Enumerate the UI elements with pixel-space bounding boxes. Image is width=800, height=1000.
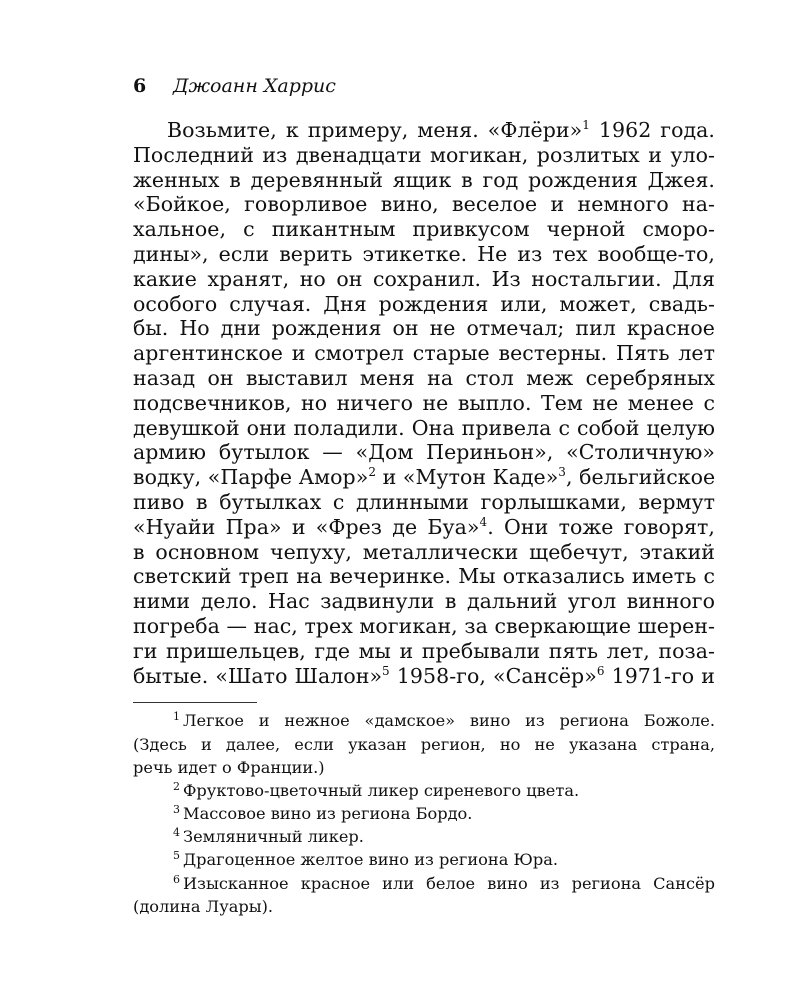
- footnote-3: $^3$ Массовое вино из региона Бордо.: [173, 803, 473, 824]
- text-line: особого случая. Дня рождения или, может, свадь-: [133, 291, 715, 316]
- footnote-number: 4: [173, 826, 180, 840]
- text-line: пиво в бутылках с длинными горлышками, вермут: [133, 489, 715, 514]
- text-line: женных в деревянный ящик в год рождения Джея.: [133, 167, 715, 192]
- text-line: хальное, с пикантным привкусом черной сморо-: [133, 217, 715, 242]
- running-head: [133, 74, 715, 118]
- footnote-1-line: речь идет о Франции.): [133, 757, 325, 777]
- text-line: водку, «Парфе Амор»$^2$ и «Мутон Каде»$^3$, бельгийское: [133, 465, 716, 490]
- text-line: дины», если верить этикетке. Не из тех вообще-то,: [133, 241, 715, 266]
- author-name: Джоанн Харрис: [173, 75, 336, 97]
- text-line: погреба — нас, трех могикан, за сверкающие шерен-: [133, 613, 715, 638]
- footnote-divider: [133, 702, 257, 703]
- text-line: бытые. «Шато Шалон»$^5$ 1958-го, «Сансёр»$^6$ 1971-го и: [133, 663, 715, 688]
- text-line: Возьмите, к примеру, меня. «Флёри»$^1$ 1962 года.: [167, 118, 715, 142]
- footnote-number: 1: [173, 710, 180, 724]
- footnote-number: 2: [173, 779, 180, 793]
- footnote-ref: 4: [479, 514, 488, 529]
- text-line: аргентинское и смотрел старые вестерны. Пять лет: [133, 341, 715, 366]
- footnote-ref: 2: [368, 465, 376, 480]
- footnote-5: $^5$ Драгоценное желтое вино из региона Юра.: [173, 849, 558, 870]
- text-line: светский треп на вечеринке. Мы отказались иметь с: [133, 564, 715, 589]
- footnote-ref: 3: [558, 465, 566, 480]
- text-line: какие хранят, но он сохранил. Из ностальгии. Для: [133, 266, 715, 291]
- footnote-4: $^4$ Земляничный ликер.: [173, 826, 364, 847]
- text-line: «Нуайи Пра» и «Фрез де Буа»$^4$. Они тоже говорят,: [133, 514, 715, 539]
- text-line: армию бутылок — «Дом Периньон», «Столичную»: [133, 440, 715, 465]
- text-line: в основном чепуху, металлически щебечут, этакий: [133, 539, 715, 564]
- footnote-ref: 5: [382, 663, 390, 678]
- footnote-1-line: (Здесь и далее, если указан регион, но не указана страна,: [133, 734, 715, 754]
- footnote-number: 6: [173, 872, 180, 886]
- text-line: подсвечников, но ничего не выпло. Тем не менее с: [133, 390, 715, 415]
- text-line: девушкой они поладили. Она привела с собой целую: [133, 415, 715, 440]
- footnote-1-line: $^1$ Легкое и нежное «дамское» вино из региона Божоле.: [173, 710, 715, 731]
- footnote-6-line: $^6$ Изысканное красное или белое вино из региона Сансёр: [173, 872, 715, 893]
- page-number: 6: [133, 75, 147, 97]
- text-line: бы. Но дни рождения он не отмечал; пил красное: [133, 316, 715, 341]
- footnotes: [133, 709, 715, 918]
- footnote-number: 5: [173, 849, 180, 863]
- footnote-ref: 1: [582, 118, 590, 132]
- footnote-ref: 6: [596, 663, 605, 678]
- text-line: ги пришельцев, где мы и пребывали пять лет, поза-: [133, 638, 715, 663]
- main-text: [133, 118, 715, 688]
- book-page: [133, 74, 715, 918]
- text-line: «Бойкое, говорливое вино, веселое и немного на-: [133, 192, 715, 217]
- text-line: Последний из двенадцати могикан, розлитых и уло-: [133, 142, 715, 167]
- text-line: ними дело. Нас задвинули в дальний угол винного: [133, 589, 715, 614]
- footnote-number: 3: [173, 803, 180, 817]
- footnote-6-line: (долина Луары).: [133, 896, 274, 916]
- footnote-2: $^2$ Фруктово-цветочный ликер сиреневого цвета.: [173, 779, 580, 800]
- text-line: назад он выставил меня на стол меж серебряных: [133, 365, 715, 390]
